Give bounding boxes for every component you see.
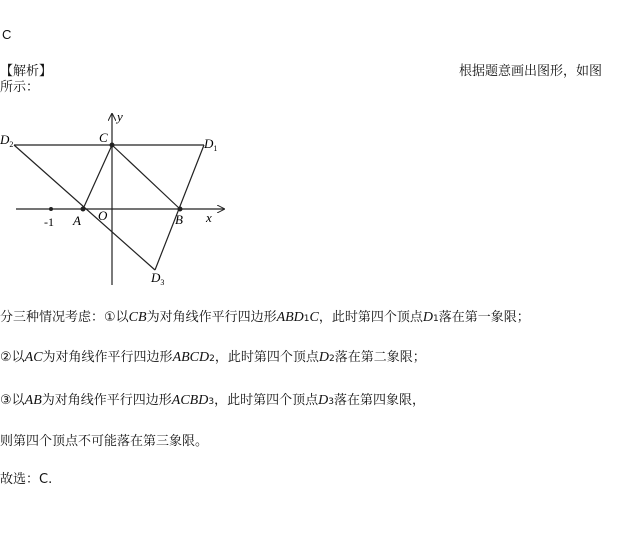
label-c: C: [99, 130, 108, 145]
label-d3: $D_3$: [151, 270, 165, 287]
label-y: y: [117, 109, 123, 124]
line-c-b: [112, 145, 180, 209]
label-d2: $D_2$: [0, 132, 14, 149]
intro-text-cont: 所示：: [0, 80, 40, 95]
answer-choice: C: [2, 27, 12, 42]
point-c: [110, 143, 115, 148]
label-minus-one: -1: [44, 215, 54, 229]
point-b: [178, 207, 183, 212]
label-x: x: [206, 210, 212, 225]
intro-text: 根据题意画出图形，如图: [459, 64, 603, 79]
tick-minus-one: [49, 207, 53, 211]
label-b: B: [175, 212, 183, 227]
label-d1: $D_1$: [204, 136, 218, 153]
coordinate-figure: [0, 108, 240, 288]
point-a: [81, 207, 86, 212]
case-1-line: 分三种情况考虑：①以CB为对角线作平行四边形ABD1C，此时第四个顶点D1落在第一象限；: [0, 310, 530, 325]
case-3-line: ③以AB为对角线作平行四边形ACBD3，此时第四个顶点D3落在第四象限，: [0, 393, 425, 408]
label-a: A: [73, 213, 81, 228]
case-2-line: ②以AC为对角线作平行四边形ABCD2，此时第四个顶点D2落在第二象限；: [0, 350, 426, 365]
label-o: O: [98, 208, 108, 223]
section-heading: 【解析】: [0, 64, 53, 79]
line-a-c: [83, 145, 112, 209]
final-answer: 故选：C.: [0, 472, 53, 487]
conclusion: 则第四个顶点不可能落在第三象限。: [0, 434, 209, 449]
